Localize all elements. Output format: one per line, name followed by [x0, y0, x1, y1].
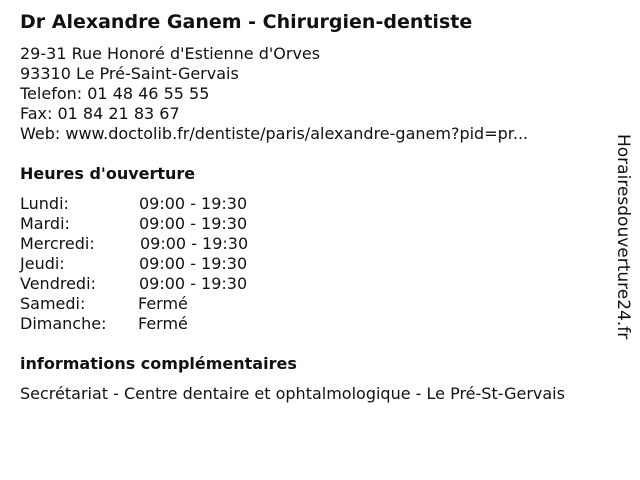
hours-day: Vendredi:: [20, 274, 96, 293]
address-city: 93310 Le Pré-Saint-Gervais: [20, 64, 239, 83]
fax-line: Fax: 01 84 21 83 67: [20, 104, 180, 123]
hours-time: 09:00 - 19:30: [139, 194, 248, 213]
hours-day: Lundi:: [20, 194, 69, 213]
address-street: 29-31 Rue Honoré d'Estienne d'Orves: [20, 44, 321, 63]
page-title: Dr Alexandre Ganem - Chirurgien-dentiste: [20, 11, 473, 33]
hours-time: 09:00 - 19:30: [140, 234, 249, 253]
opening-hours-heading: Heures d'ouverture: [20, 164, 196, 183]
website-line: Web: www.doctolib.fr/dentiste/paris/alexandre-ganem?pid=pr...: [20, 124, 529, 143]
hours-day: Dimanche:: [20, 314, 107, 333]
watermark-text: Horairesdouverture24.fr: [613, 134, 633, 340]
hours-day: Mercredi:: [20, 234, 95, 253]
additional-info-heading: informations complémentaires: [20, 354, 297, 373]
hours-day: Mardi:: [20, 214, 70, 233]
additional-info-text: Secrétariat - Centre dentaire et ophtalmologique - Le Pré-St-Gervais: [20, 384, 565, 403]
hours-day: Jeudi:: [20, 254, 65, 273]
watermark: [612, 134, 634, 374]
hours-day: Samedi:: [20, 294, 86, 313]
hours-time: 09:00 - 19:30: [139, 214, 248, 233]
phone-line: Telefon: 01 48 46 55 55: [20, 84, 210, 103]
hours-time: 09:00 - 19:30: [139, 274, 248, 293]
hours-time: Fermé: [138, 314, 188, 333]
hours-time: 09:00 - 19:30: [139, 254, 248, 273]
contact-details: [20, 44, 528, 144]
hours-time: Fermé: [138, 294, 188, 313]
